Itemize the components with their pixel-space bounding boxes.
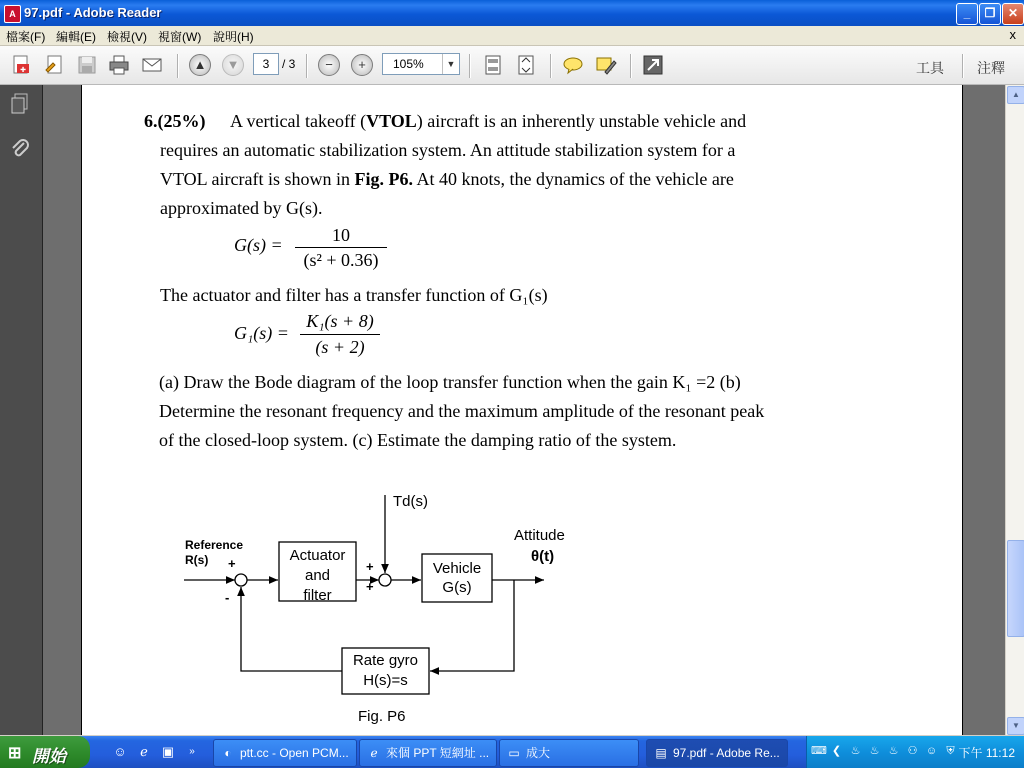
part-line-1: (a) Draw the Bode diagram of the loop transfer function when the gain K₁ =2 (b) xyxy=(159,372,741,392)
part-line-3: of the closed-loop system. (c) Estimate the damping ratio of the system. xyxy=(159,430,677,450)
zoom-out-icon[interactable]: − xyxy=(316,52,342,78)
pdf-page xyxy=(81,85,963,735)
question-line-3c: At 40 knots, the dynamics of the vehicle are xyxy=(412,169,734,189)
comment-icon[interactable] xyxy=(560,52,586,78)
start-label: 開始 xyxy=(32,747,66,766)
menu-file[interactable]: 檔案(F) xyxy=(6,30,46,44)
page-total-label: / 3 xyxy=(282,57,296,71)
desktop-icon[interactable]: ▣ xyxy=(161,744,175,759)
scroll-thumb[interactable] xyxy=(1007,540,1024,637)
equation-2-lhs: G₁(s) = xyxy=(234,323,289,343)
print-icon[interactable] xyxy=(106,52,132,78)
question-weight: (25%) xyxy=(157,111,206,131)
document-close-icon[interactable]: x xyxy=(1009,27,1016,42)
equation-1-lhs: G(s) = xyxy=(234,235,283,255)
equation-2-numerator: K₁(s + 8) xyxy=(306,311,374,331)
equation-1-numerator: 10 xyxy=(332,225,350,245)
chevron-right-icon[interactable]: » xyxy=(189,746,195,757)
reference-label-1: Reference xyxy=(185,538,244,552)
java-icon[interactable]: ♨ xyxy=(850,745,861,757)
restore-button[interactable]: ❐ xyxy=(979,3,1001,25)
chevron-down-icon[interactable]: ▼ xyxy=(442,54,459,74)
comments-link[interactable]: 注釋 xyxy=(977,60,1005,76)
taskbar-button-label: 97.pdf - Adobe Re... xyxy=(673,746,780,760)
taskbar-button-ppt[interactable] xyxy=(359,739,497,767)
save-icon[interactable] xyxy=(74,52,100,78)
taskbar xyxy=(0,736,1024,768)
messenger-icon[interactable]: ☺ xyxy=(925,745,938,757)
document-area[interactable] xyxy=(43,85,1005,735)
scroll-up-icon[interactable]: ▲ xyxy=(1007,86,1024,104)
java-icon[interactable]: ♨ xyxy=(869,745,880,757)
block-diagram xyxy=(82,85,962,735)
ie-icon[interactable]: ℯ xyxy=(140,744,148,759)
navigation-pane xyxy=(0,85,43,735)
question-line-4: approximated by G(s). xyxy=(160,198,323,218)
summing-junction-2 xyxy=(379,574,391,586)
toolbar-separator xyxy=(962,54,964,78)
plus-sign: + xyxy=(228,556,236,571)
zoom-select[interactable] xyxy=(382,53,460,75)
pages-icon[interactable] xyxy=(10,93,30,115)
taskbar-button-ptt[interactable] xyxy=(213,739,357,767)
close-button[interactable]: ✕ xyxy=(1002,3,1024,25)
taskbar-button-label: 成大 xyxy=(526,746,551,760)
reference-label-2: R(s) xyxy=(185,553,209,567)
keyboard-icon[interactable]: ⌨ xyxy=(811,745,827,757)
email-icon[interactable] xyxy=(139,52,165,78)
tools-link[interactable]: 工具 xyxy=(916,60,944,76)
toolbar-separator xyxy=(306,54,308,78)
summing-junction-1 xyxy=(235,574,247,586)
attitude-label-1: Attitude xyxy=(514,527,565,544)
fullscreen-icon[interactable] xyxy=(640,52,666,78)
toolbar-separator xyxy=(630,54,632,78)
fit-width-icon[interactable] xyxy=(513,52,539,78)
svg-text:✚: ✚ xyxy=(20,67,26,74)
question-line-2: requires an automatic stabilization system. An attitude stabilization system for a xyxy=(160,140,736,160)
gyro-label-1: Rate gyro xyxy=(352,652,419,669)
create-pdf-icon[interactable] xyxy=(9,52,35,78)
chevron-left-icon[interactable]: ❮ xyxy=(831,745,842,757)
question-line-3b: Fig. P6. xyxy=(354,169,413,189)
menu-view[interactable]: 檢視(V) xyxy=(107,30,147,44)
question-line-1c: ) aircraft is an inherently unstable vehicle and xyxy=(416,111,747,131)
edit-document-icon[interactable] xyxy=(41,52,67,78)
network-icon[interactable]: ⚇ xyxy=(907,745,918,757)
fit-page-icon[interactable] xyxy=(480,52,506,78)
window-title: 97.pdf - Adobe Reader xyxy=(24,5,162,20)
toolbar-separator xyxy=(177,54,179,78)
minus-sign: - xyxy=(225,590,230,605)
previous-page-icon[interactable]: ▲ xyxy=(187,52,213,78)
taskbar-button-label: ptt.cc - Open PCM... xyxy=(240,746,349,760)
menu-bar xyxy=(0,26,1024,46)
title-bar xyxy=(0,0,1024,26)
actuator-label-1: Actuator xyxy=(289,547,346,564)
menu-edit[interactable]: 編輯(E) xyxy=(56,30,96,44)
attitude-label-2: θ(t) xyxy=(531,548,555,565)
question-line-3a: VTOL aircraft is shown in xyxy=(160,169,355,189)
pdf-icon: ▤ xyxy=(655,746,667,760)
question-line-1a: A vertical takeoff ( xyxy=(230,111,367,131)
disturbance-label: Td(s) xyxy=(393,493,428,510)
vehicle-label xyxy=(422,559,492,597)
ie-icon: ℯ xyxy=(370,746,378,760)
menu-window[interactable]: 視窗(W) xyxy=(158,30,202,44)
plus-sign: + xyxy=(366,559,374,574)
minimize-button[interactable]: _ xyxy=(956,3,978,25)
equation-1-denominator: (s² + 0.36) xyxy=(303,250,379,270)
java-icon[interactable]: ♨ xyxy=(888,745,899,757)
vehicle-label-1: Vehicle xyxy=(432,560,482,577)
zoom-in-icon[interactable]: + xyxy=(349,52,375,78)
start-button[interactable] xyxy=(0,736,90,768)
highlight-icon[interactable] xyxy=(593,52,619,78)
browser-icon: ◐ xyxy=(224,746,232,760)
toolbar-separator xyxy=(550,54,552,78)
gyro-label xyxy=(342,651,429,691)
actuator-label-3: filter xyxy=(303,587,332,604)
figure-caption: Fig. P6 xyxy=(358,708,406,725)
toolbar-separator xyxy=(469,54,471,78)
vehicle-label-2: G(s) xyxy=(442,579,472,596)
system-tray xyxy=(806,736,1024,768)
part-line-2: Determine the resonant frequency and the maximum amplitude of the resonant peak xyxy=(159,401,765,421)
vertical-scrollbar[interactable] xyxy=(1006,85,1024,735)
next-page-icon[interactable]: ▼ xyxy=(220,52,246,78)
messenger-icon[interactable]: ☺ xyxy=(113,744,127,759)
menu-help[interactable]: 說明(H) xyxy=(213,30,254,44)
taskbar-button-folder[interactable] xyxy=(499,739,639,767)
page-number-input[interactable]: 3 xyxy=(253,53,279,75)
attachment-icon[interactable] xyxy=(10,137,30,159)
clock[interactable]: 下午 11:12 xyxy=(958,746,1015,760)
actuator-label-2: and xyxy=(304,567,331,584)
question-line-1b: VTOL xyxy=(366,111,417,131)
windows-flag-icon: ⊞ xyxy=(8,745,22,762)
taskbar-button-label: 來個 PPT 短網址 ... xyxy=(386,746,490,760)
zoom-value: 105% xyxy=(393,57,424,71)
gyro-label-2: H(s)=s xyxy=(363,672,408,689)
scroll-down-icon[interactable]: ▼ xyxy=(1007,717,1024,735)
question-number: 6. xyxy=(144,111,158,131)
actuator-label xyxy=(279,546,356,606)
plus-sign: + xyxy=(366,579,374,594)
security-shield-icon[interactable]: ⛨ xyxy=(946,745,955,757)
actuator-sentence: The actuator and filter has a transfer function of G₁(s) xyxy=(160,285,548,305)
folder-icon: ▭ xyxy=(508,746,520,760)
pdf-icon: A xyxy=(4,5,21,23)
taskbar-button-adobe[interactable] xyxy=(646,739,788,767)
equation-2-denominator: (s + 2) xyxy=(315,337,365,357)
